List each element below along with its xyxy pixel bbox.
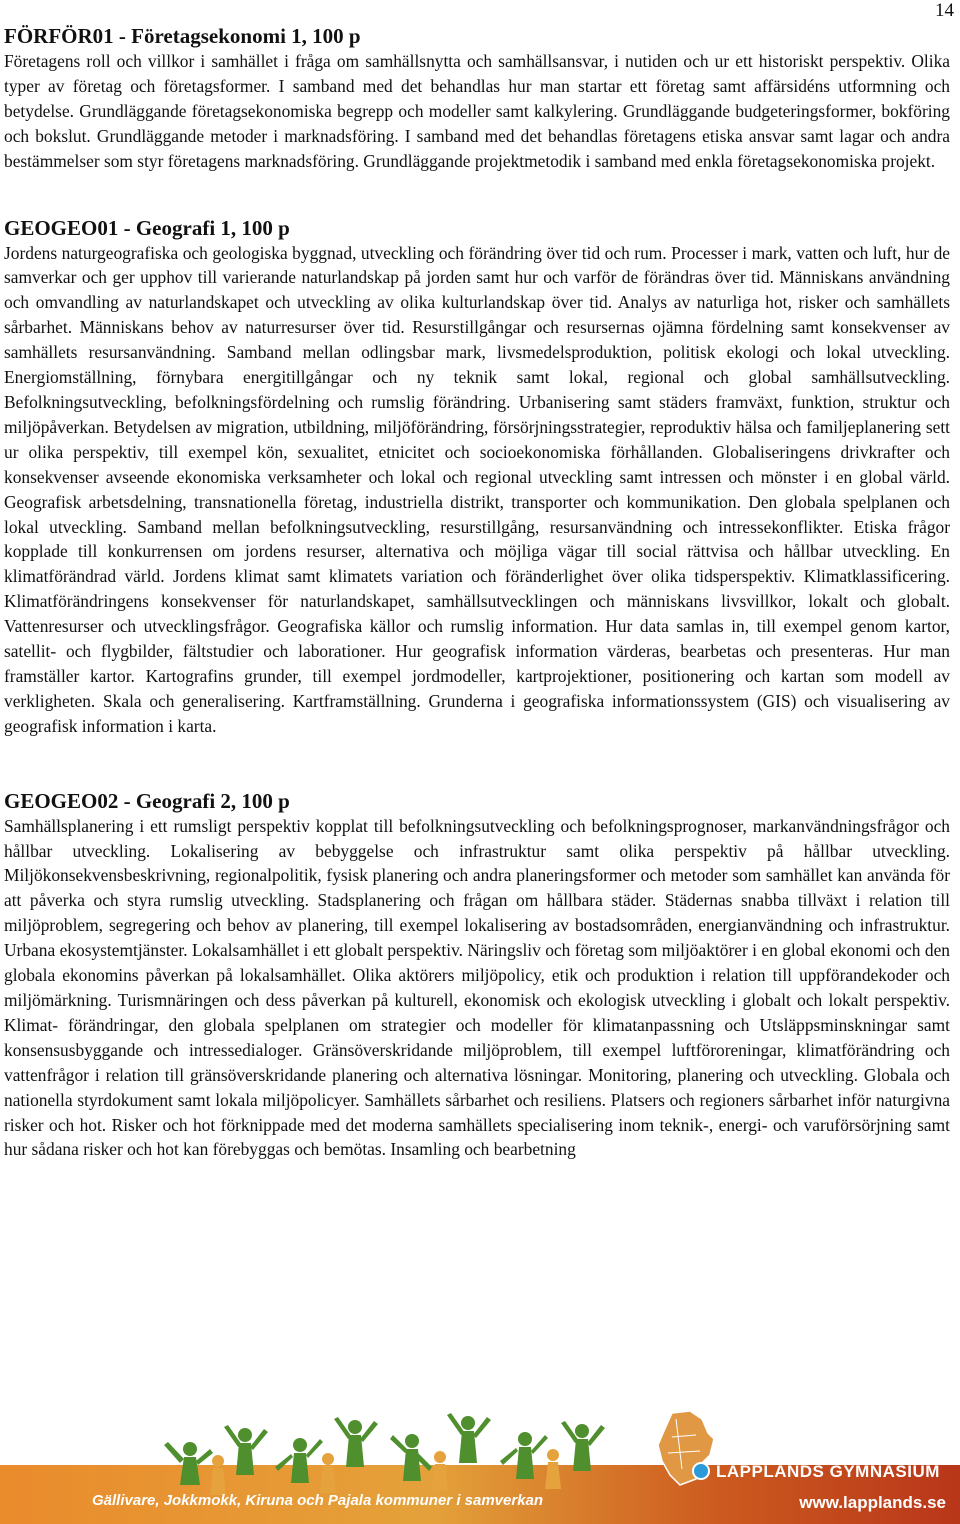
course-title: GEOGEO02 - Geografi 2, 100 p xyxy=(4,788,290,813)
course-description: Företagens roll och villkor i samhället i fråga om samhällsnytta och samhällsansvar, i nutiden och ur ett historiskt perspektiv. Olika typer av företag och företagsformer. I samband med det behandlas hur man startar ett företag samt affärsidéns utformning och betydelse. Grundläggande företagsekonomiska begrepp och modeller samt kalkylering. Grundläggande budgeteringsformer, bokföring och bokslut. Grundläggande metoder i marknadsföring. I samband med det behandlas företagens etiska ansvar samt lagar och andra bestämmelser som styr företagens marknadsföring. Grundläggande projektmetodik i samband med enkla företagsekonomiska projekt. xyxy=(4,51,950,171)
course-description: Samhällsplanering i ett rumsligt perspektiv kopplat till befolkningsutveckling och befolkningsprognoser, markanvändningsfrågor och hållbar utveckling. Lokalisering av bebyggelse och infrastruktur samt olika perspektiv på hållbar utveckling. Miljökonsekvensbeskrivning, regionalpolitik, fysisk planering och andra planeringsformer och metoder som samhället kan använda för att påverka och styra rumslig utveckling. Stadsplanering och frågan om hållbara städer. Städernas snabba tillväxt i relation till miljöproblem, segregering och behov av planering, till exempel lokalisering av bostadsområden, energianvändning och infrastruktur. Urbana ekosystemtjänster. Lokalsamhället i ett globalt perspektiv. Näringsliv och företag som miljöaktörer i en global ekonomi och den globala ekonomins påverkan på lokalsamhället. Olika aktörers miljöpolicy, etik och produktion i relation till uppförandekoder och miljömärkning. Turismnäringen och dess påverkan på kulturell, ekonomisk och ekologisk utveckling i globalt och lokalt perspektiv. Klimat- förändringar, den globala spelplanen om strategier och modeller för klimatanpassning och Utsläppsminskningar samt konsensusbyggande och intressedialoger. Gränsöverskridande miljöproblem, till exempel luftföroreningar, klimatförändring och vattenfrågor i relation till gränsöverskridande planering och alternativa lösningar. Monitoring, planering och utveckling. Globala och nationella styrdokument samt lokala miljöpolicyer. Samhällets sårbarhet och resiliens. Platsers och regioners sårbarhet inför naturgivna risker och hot. Risker och hot förknippade med det moderna samhällets specialisering inom teknik-, energi- och varuförsörjning samt hur sådana risker och hot kan förebyggas och bemötas. Insamling och bearbetning xyxy=(4,815,950,1160)
footer-towns: Gällivare, Jokkmokk, Kiruna och Pajala kommuner i samverkan xyxy=(92,1492,544,1509)
website-link[interactable]: www.lapplands.se xyxy=(799,1493,946,1512)
course-section xyxy=(4,789,950,1163)
course-section xyxy=(4,24,950,174)
course-title: GEOGEO01 - Geografi 1, 100 p xyxy=(4,215,290,240)
brand-name: LAPPLANDS GYMNASIUM xyxy=(716,1462,940,1481)
course-title: FÖRFÖR01 - Företagsekonomi 1, 100 p xyxy=(4,24,361,48)
document-content xyxy=(4,24,950,1162)
brand-mark-icon xyxy=(692,1462,710,1480)
course-section xyxy=(4,216,950,739)
page-number: 14 xyxy=(935,0,954,21)
footer-banner xyxy=(0,1405,960,1524)
course-description: Jordens naturgeografiska och geologiska byggnad, utveckling och förändring över tid och rum. Processer i mark, vatten och luft, hur de samverkar och ger upphov till varierande naturlandskap på jorden samt hur och varför de förändras över tid. Människans användning och omvandling av naturlandskapet och utveckling av olika kulturlandskap över tid. Analys av naturliga hot, risker och samhällets sårbarhet. Människans behov av naturresurser över tid. Resurstillgångar och resursernas ojämna fördelning samt konsekvenser av samhällets resursanvändning. Samband mellan odlingsbar mark, livsmedelsproduktion, politisk ekologi och lokal utveckling. Energiomställning, förnybara energitillgångar och ny teknik samt lokal, regional och global samhällsutveckling. Befolkningsutveckling, befolkningsfördelning och rumslig förändring. Urbanisering samt städers framväxt, funktion, struktur och miljöpåverkan. Betydelsen av migration, utbildning, miljöförändring, försörjningsstrategier, reproduktiv hälsa och familjeplanering sett ur olika perspektiv, till exempel kön, sexualitet, etnicitet och socioekonomiska förhållanden. Globaliseringens drivkrafter och konsekvenser avseende ekonomiska verksamheter och lokal och regional utveckling samt intressen och mönster i en global värld. Geografisk arbetsdelning, transnationella företag, industriella distrikt, transporter och kommunikation. Den globala spelplanen och lokal utveckling. Samband mellan befolkningsutveckling, resurstillgång, resursanvändning och intressekonflikter. Etiska frågor kopplade till konkurrensen om jordens resurser, alternativa och möjliga vägar till social rättvisa och hållbar utveckling. En klimatförändrad värld. Jordens klimat samt klimatets variation och föränderlighet över olika tidsperspektiv. Klimatklassificering. Klimatförändringens konsekvenser för naturlandskapet, samhällsutvecklingen och människans livsvillkor, lokalt och globalt. Vattenresurser och utvecklingsfrågor. Geografiska källor och rumslig information. Hur data samlas in, till exempel genom kartor, satellit- och flygbilder, fältstudier och laborationer. Hur geografisk information värderas, bearbetas och presenteras. Hur man framställer kartor. Kartografins grunder, till exempel jordmodeller, kartprojektioner, positionering och kartan som modell av verkligheten. Skala och generalisering. Kartframställning. Grunderna i geografiska informationssystem (GIS) och visualisering av geografisk information i karta. xyxy=(4,242,950,736)
brand-logo xyxy=(692,1457,950,1487)
